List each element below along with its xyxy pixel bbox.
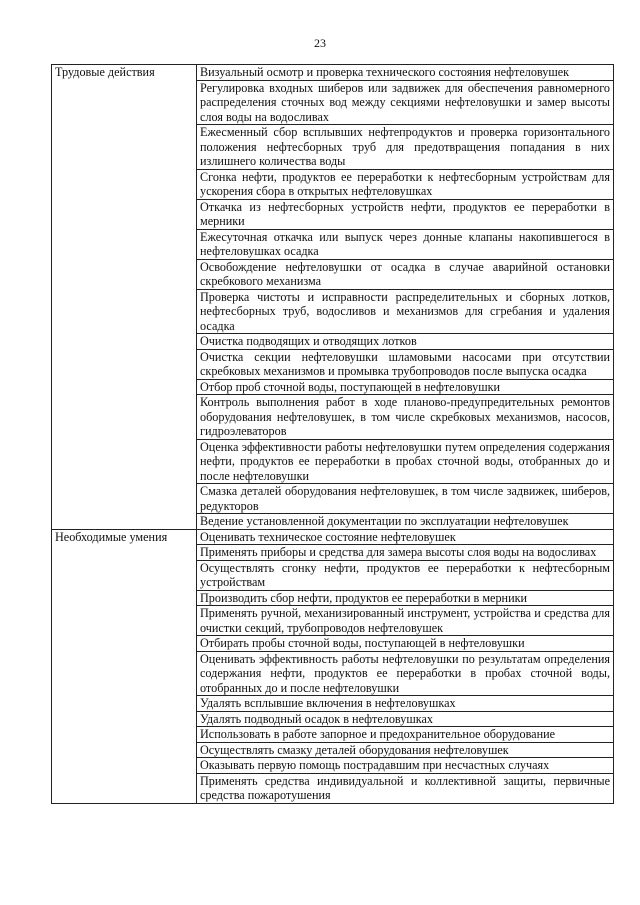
table-cell-text: Проверка чистоты и исправности распределительных и сборных лотков, нефтесборных труб, водосливов и механизмов для сгребания и удаления осадка bbox=[197, 289, 614, 334]
table-cell-text: Очистка подводящих и отводящих лотков bbox=[197, 334, 614, 350]
table-cell-text: Отбор проб сточной воды, поступающей в нефтеловушки bbox=[197, 379, 614, 395]
table-cell-text: Смазка деталей оборудования нефтеловушек, в том числе задвижек, шиберов, редукторов bbox=[197, 484, 614, 514]
section-label: Необходимые умения bbox=[52, 529, 197, 803]
table-row bbox=[52, 65, 614, 81]
requirements-table-body bbox=[52, 65, 614, 804]
table-cell-text: Применять ручной, механизированный инструмент, устройства и средства для очистки секций, трубопроводов нефтеловушек bbox=[197, 606, 614, 636]
table-cell-text: Контроль выполнения работ в ходе планово-предупредительных ремонтов оборудования нефтеловушек, в том числе скребковых механизмов, насосов, гидроэлеваторов bbox=[197, 395, 614, 440]
requirements-table bbox=[51, 64, 614, 804]
table-cell-text: Оказывать первую помощь пострадавшим при несчастных случаях bbox=[197, 758, 614, 774]
table-cell-text: Оценка эффективности работы нефтеловушки путем определения содержания нефти, продуктов ее переработки в пробах сточной воды, отобранных до и после нефтеловушки bbox=[197, 439, 614, 484]
table-cell-text: Удалять всплывшие включения в нефтеловушках bbox=[197, 696, 614, 712]
table-cell-text: Оценивать эффективность работы нефтеловушки по результатам определения содержания нефти, продуктов ее переработки в пробах сточной воды, отобранных до и после нефтеловушки bbox=[197, 651, 614, 696]
page-number: 23 bbox=[314, 36, 326, 50]
table-cell-text: Ежесменный сбор всплывших нефтепродуктов и проверка горизонтального положения нефтесборных труб для предотвращения попадания в них излишнего количества воды bbox=[197, 125, 614, 170]
table-cell-text: Осуществлять сгонку нефти, продуктов ее переработки к нефтесборным устройствам bbox=[197, 560, 614, 590]
table-cell-text: Ведение установленной документации по эксплуатации нефтеловушек bbox=[197, 514, 614, 530]
table-cell-text: Очистка секции нефтеловушки шламовыми насосами при отсутствии скребковых механизмов и промывка трубопроводов после выпуска осадка bbox=[197, 349, 614, 379]
table-cell-text: Осуществлять смазку деталей оборудования нефтеловушек bbox=[197, 742, 614, 758]
table-cell-text: Ежесуточная откачка или выпуск через донные клапаны накопившегося в нефтеловушках осадка bbox=[197, 229, 614, 259]
table-cell-text: Откачка из нефтесборных устройств нефти, продуктов ее переработки в мерники bbox=[197, 199, 614, 229]
table-cell-text: Применять средства индивидуальной и коллективной защиты, первичные средства пожаротушения bbox=[197, 773, 614, 803]
section-label: Трудовые действия bbox=[52, 65, 197, 530]
table-cell-text: Сгонка нефти, продуктов ее переработки к нефтесборным устройствам для ускорения сбора в открытых нефтеловушках bbox=[197, 169, 614, 199]
table-cell-text: Отбирать пробы сточной воды, поступающей в нефтеловушки bbox=[197, 636, 614, 652]
table-cell-text: Использовать в работе запорное и предохранительное оборудование bbox=[197, 727, 614, 743]
table-cell-text: Регулировка входных шиберов или задвижек для обеспечения равномерного распределения сточных вод между секциями нефтеловушки и замер высоты слоя воды на водосливах bbox=[197, 80, 614, 125]
table-cell-text: Оценивать техническое состояние нефтеловушек bbox=[197, 529, 614, 545]
table-cell-text: Удалять подводный осадок в нефтеловушках bbox=[197, 711, 614, 727]
table-cell-text: Производить сбор нефти, продуктов ее переработки в мерники bbox=[197, 590, 614, 606]
table-cell-text: Применять приборы и средства для замера высоты слоя воды на водосливах bbox=[197, 545, 614, 561]
table-cell-text: Визуальный осмотр и проверка технического состояния нефтеловушек bbox=[197, 65, 614, 81]
table-row bbox=[52, 529, 614, 545]
table-cell-text: Освобождение нефтеловушки от осадка в случае аварийной остановки скребкового механизма bbox=[197, 259, 614, 289]
